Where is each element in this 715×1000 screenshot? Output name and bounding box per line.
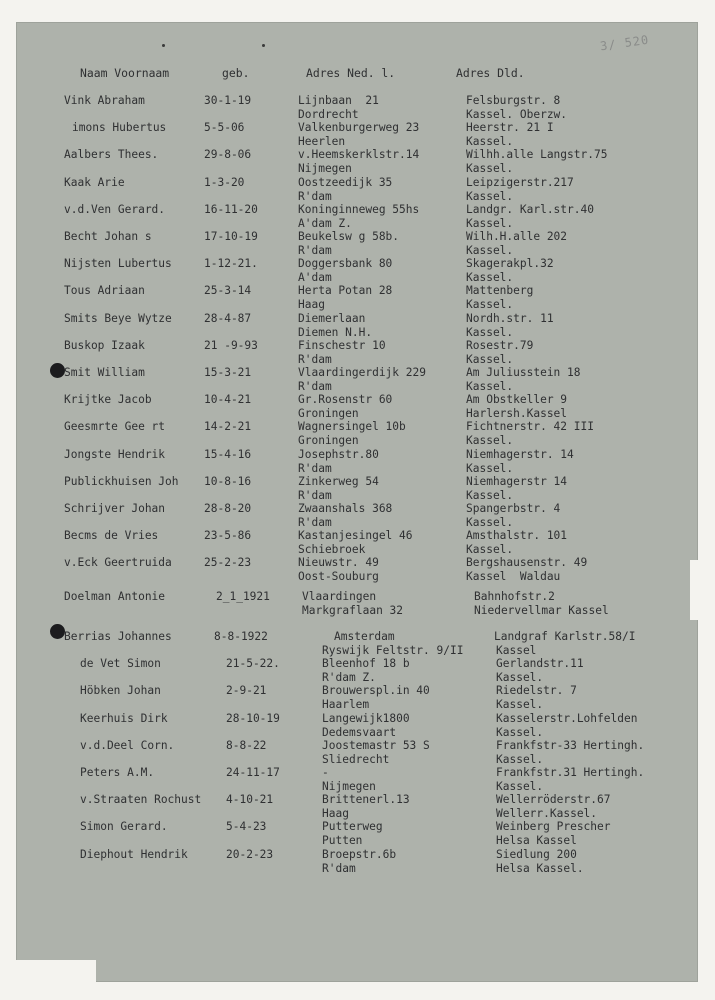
birthdate-cell: 25-3-14 (204, 284, 252, 298)
torn-right-edge (690, 560, 702, 620)
birthdate-cell: 15-3-21 (204, 366, 252, 379)
address-de-line1: Landgr. Karl.str.40 (466, 202, 594, 216)
address-de-line2: Kassel. (466, 244, 514, 257)
address-nl-line1: Brittenerl.13 (322, 793, 410, 807)
address-de-line2: Kassel. (466, 162, 514, 176)
name-cell: Geesmrte Gee rt (64, 420, 166, 434)
address-de-line1: Gerlandstr.11 (496, 657, 584, 671)
address-nl-line1: Vlaardingerdijk 229 (298, 366, 426, 379)
top-edge (16, 0, 698, 22)
birthdate-cell: 8-8-22 (226, 738, 267, 752)
address-nl-line1: - (322, 766, 329, 779)
name-cell: Doelman Antonie (64, 590, 166, 603)
torn-bottom-edge (16, 960, 96, 990)
address-nl-line1: Koninginneweg 55hs (298, 202, 420, 216)
address-de-line2: Kassel. (466, 135, 514, 149)
birthdate-cell: 2_1_1921 (216, 590, 270, 603)
name-cell: Diephout Hendrik (80, 847, 188, 861)
header-address-de: Adres Dld. (456, 66, 525, 80)
address-nl-line1: Zinkerweg 54 (298, 474, 379, 488)
address-de-line1: Spangerbstr. 4 (466, 502, 561, 515)
address-de-line1: Weinberg Prescher (496, 820, 611, 834)
address-de-line1: Am Obstkeller 9 (466, 393, 568, 407)
birthdate-cell: 1-12-21. (204, 257, 258, 271)
address-de-line1: Heerstr. 21 I (466, 121, 554, 135)
address-nl-line1: Zwaanshals 368 (298, 502, 393, 515)
address-de-line1: Siedlung 200 (496, 847, 577, 861)
address-de-line1: Frankfstr-33 Hertingh. (496, 738, 645, 752)
address-de-line2: Kassel. (466, 216, 514, 230)
address-de-line2: Kassel. (466, 189, 514, 203)
address-de-line1: Skagerakpl.32 (466, 257, 554, 271)
address-de-line2: Helsa Kassel. (496, 861, 584, 875)
address-nl-line1: Beukelsw g 58b. (298, 230, 400, 243)
name-cell: de Vet Simon (80, 657, 161, 671)
birthdate-cell: 17-10-19 (204, 230, 258, 243)
address-de-line2: Kassel. (466, 271, 514, 285)
address-nl-line2: Putten (322, 834, 363, 848)
address-de-line2: Kassel Waldau (466, 570, 561, 584)
birthdate-cell: 23-5-86 (204, 529, 252, 543)
name-cell: Becht Johan s (64, 230, 152, 243)
address-nl-line2: Groningen (298, 407, 359, 421)
name-cell: Jongste Hendrik (64, 447, 166, 461)
name-cell: Smit William (64, 366, 145, 379)
address-nl-line1: Wagnersingel 10b (298, 420, 406, 434)
name-cell: v.Straaten Rochust (80, 793, 202, 807)
address-nl-line1: Bleenhof 18 b (322, 657, 410, 671)
address-de-line2: Kassel. (496, 780, 544, 793)
address-nl-line1: Finschestr 10 (298, 338, 386, 352)
birthdate-cell: 29-8-06 (204, 148, 252, 162)
address-nl-line1: Joostemastr 53 S (322, 738, 430, 752)
address-nl-line1: Nieuwstr. 49 (298, 556, 379, 570)
address-de-line1: Wellerröderstr.67 (496, 793, 611, 807)
address-de-line2: Kassel. (466, 380, 514, 393)
address-de-line1: Amsthalstr. 101 (466, 529, 568, 543)
name-cell: Smits Beye Wytze (64, 311, 172, 325)
name-cell: Publickhuisen Joh (64, 474, 179, 488)
address-nl-line2: Dordrecht (298, 108, 359, 121)
address-nl-line1: Valkenburgerweg 23 (298, 121, 420, 135)
name-cell: Kaak Arie (64, 175, 125, 189)
address-nl-line1: Josephstr.80 (298, 447, 379, 461)
address-nl-line2: R'dam (298, 189, 332, 203)
birthdate-cell: 5-5-06 (204, 121, 245, 135)
address-de-line1: Frankfstr.31 Hertingh. (496, 766, 645, 779)
name-cell: Berrias Johannes (64, 630, 172, 643)
name-cell: Keerhuis Dirk (80, 711, 168, 725)
address-de-line1: Landgraf Karlstr.58/I (494, 630, 636, 643)
address-nl-line2: Sliedrecht (322, 752, 390, 766)
birthdate-cell: 28-8-20 (204, 502, 252, 515)
address-nl-line2: Schiebroek (298, 543, 366, 557)
birthdate-cell: 5-4-23 (226, 820, 267, 834)
address-de-line1: Leipzigerstr.217 (466, 175, 574, 189)
address-de-line1: Wilhh.alle Langstr.75 (466, 148, 608, 162)
address-nl-line2: Heerlen (298, 135, 346, 149)
address-nl-line1: Brouwerspl.in 40 (322, 684, 430, 698)
address-de-line2: Kassel. (466, 488, 514, 502)
birthdate-cell: 1-3-20 (204, 175, 245, 189)
birthdate-cell: 10-8-16 (204, 474, 252, 488)
birthdate-cell: 4-10-21 (226, 793, 274, 807)
address-nl-line2: R'dam (298, 380, 332, 393)
ink-speck (262, 44, 265, 47)
punch-hole-upper (50, 363, 65, 378)
address-nl-line2: R'dam (298, 516, 332, 529)
birthdate-cell: 10-4-21 (204, 393, 252, 407)
name-cell: v.d.Deel Corn. (80, 738, 175, 752)
address-de-line1: Nordh.str. 11 (466, 311, 554, 325)
name-cell: v.d.Ven Gerard. (64, 202, 166, 216)
address-de-line2: Kassel. (466, 516, 514, 529)
address-de-line2: Kassel. (466, 325, 514, 339)
name-cell: Krijtke Jacob (64, 393, 152, 407)
address-de-line2: Kassel (496, 644, 537, 657)
address-nl-line2: Haarlem (322, 698, 370, 712)
address-de-line1: Niemhagerstr 14 (466, 474, 568, 488)
address-de-line1: Felsburgstr. 8 (466, 94, 561, 107)
address-nl-line2: Nijmegen (298, 162, 352, 176)
address-nl-line2: A'dam Z. (298, 216, 352, 230)
birthdate-cell: 14-2-21 (204, 420, 252, 434)
address-de-line1: Wilh.H.alle 202 (466, 230, 568, 243)
address-nl-line2: Ryswijk Feltstr. 9/II (322, 644, 464, 657)
address-nl-line2: Haag (322, 807, 349, 821)
address-nl-line2: A'dam (298, 271, 332, 285)
address-nl-line2: R'dam (322, 861, 356, 875)
name-cell: Peters A.M. (80, 766, 155, 779)
address-de-line2: Kassel. (496, 698, 544, 712)
address-de-line2: Wellerr.Kassel. (496, 807, 598, 821)
address-nl-line2: Nijmegen (322, 780, 376, 793)
address-de-line1: Riedelstr. 7 (496, 684, 577, 698)
address-nl-line2: Dedemsvaart (322, 725, 397, 739)
address-de-line1: Kasselerstr.Lohfelden (496, 711, 638, 725)
birthdate-cell: 21-5-22. (226, 657, 280, 671)
address-nl-line1: Oostzeedijk 35 (298, 175, 393, 189)
address-de-line2: Kassel. (466, 298, 514, 312)
address-de-line2: Kassel. Oberzw. (466, 108, 568, 121)
address-nl-line1: Diemerlaan (298, 311, 366, 325)
address-de-line2: Kassel. (466, 543, 514, 557)
address-nl-line2: Groningen (298, 434, 359, 448)
address-nl-line1: Vlaardingen (302, 590, 377, 603)
birthdate-cell: 24-11-17 (226, 766, 280, 779)
address-nl-line2: Oost-Souburg (298, 570, 379, 584)
address-de-line1: Fichtnerstr. 42 III (466, 420, 594, 434)
name-cell: Buskop Izaak (64, 338, 145, 352)
address-de-line2: Niedervellmar Kassel (474, 604, 609, 617)
name-cell: Aalbers Thees. (64, 148, 159, 162)
address-de-line1: Am Juliusstein 18 (466, 366, 581, 379)
address-de-line1: Rosestr.79 (466, 338, 534, 352)
name-cell: Schrijver Johan (64, 502, 166, 515)
address-nl-line1: Herta Potan 28 (298, 284, 393, 298)
birthdate-cell: 28-4-87 (204, 311, 252, 325)
name-cell: v.Eck Geertruida (64, 556, 172, 570)
address-de-line2: Kassel. (466, 434, 514, 448)
birthdate-cell: 20-2-23 (226, 847, 274, 861)
address-nl-line2: R'dam (298, 244, 332, 257)
ink-speck (162, 44, 165, 47)
address-nl-line2: R'dam (298, 352, 332, 366)
birthdate-cell: 8-8-1922 (214, 630, 268, 643)
name-cell: Tous Adriaan (64, 284, 145, 298)
address-de-line1: Niemhagerstr. 14 (466, 447, 574, 461)
address-de-line2: Kassel. (496, 725, 544, 739)
address-de-line1: Bergshausenstr. 49 (466, 556, 588, 570)
birthdate-cell: 15-4-16 (204, 447, 252, 461)
name-cell: Vink Abraham (64, 94, 145, 107)
header-born: geb. (222, 66, 250, 80)
address-nl-line1: v.Heemskerklstr.14 (298, 148, 420, 162)
address-de-line2: Kassel. (466, 352, 514, 366)
name-cell: Höbken Johan (80, 684, 161, 698)
name-cell: imons Hubertus (72, 121, 167, 135)
punch-hole-lower (50, 624, 65, 639)
address-nl-line1: Amsterdam (334, 630, 395, 643)
address-nl-line2: Haag (298, 298, 325, 312)
birthdate-cell: 2-9-21 (226, 684, 267, 698)
address-nl-line1: Kastanjesingel 46 (298, 529, 413, 543)
address-de-line2: Kassel. (466, 461, 514, 475)
address-nl-line2: Markgraflaan 32 (302, 604, 404, 617)
address-de-line2: Kassel. (496, 671, 544, 685)
address-nl-line2: Diemen N.H. (298, 325, 373, 339)
birthdate-cell: 16-11-20 (204, 202, 258, 216)
pencil-archive-note: 3/ 520 (599, 32, 651, 54)
name-cell: Simon Gerard. (80, 820, 168, 834)
address-nl-line1: Lijnbaan 21 (298, 94, 379, 107)
address-de-line2: Kassel. (496, 752, 544, 766)
header-name: Naam Voornaam (80, 66, 170, 80)
address-de-line1: Mattenberg (466, 284, 534, 298)
header-address-nl: Adres Ned. l. (306, 66, 396, 80)
name-cell: Becms de Vries (64, 529, 159, 543)
address-nl-line1: Gr.Rosenstr 60 (298, 393, 393, 407)
address-de-line1: Bahnhofstr.2 (474, 590, 555, 603)
birthdate-cell: 30-1-19 (204, 94, 252, 107)
address-nl-line1: Doggersbank 80 (298, 257, 393, 271)
address-nl-line2: R'dam (298, 461, 332, 475)
address-nl-line1: Broepstr.6b (322, 847, 397, 861)
address-nl-line1: Langewijk1800 (322, 711, 410, 725)
name-cell: Nijsten Lubertus (64, 257, 172, 271)
address-de-line2: Helsa Kassel (496, 834, 577, 848)
address-nl-line2: R'dam (298, 488, 332, 502)
birthdate-cell: 28-10-19 (226, 711, 280, 725)
birthdate-cell: 25-2-23 (204, 556, 252, 570)
address-de-line2: Harlersh.Kassel (466, 407, 568, 421)
address-nl-line1: Putterweg (322, 820, 383, 834)
birthdate-cell: 21 -9-93 (204, 338, 258, 352)
address-nl-line2: R'dam Z. (322, 671, 376, 685)
